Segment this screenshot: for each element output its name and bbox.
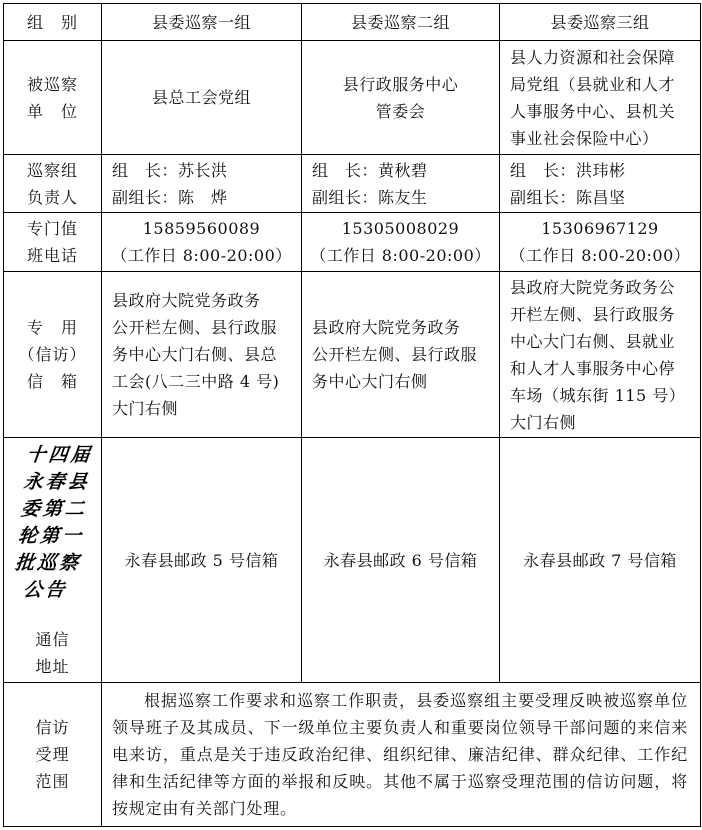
leader-line: 组 长：洪玮彬 [510, 160, 626, 180]
phone-group-1 [102, 213, 302, 272]
mailbox-line: 开栏左侧、县行政服务 [510, 304, 676, 324]
mailbox-label-line: （信访） [18, 345, 87, 364]
scope-label-line: 范围 [35, 772, 70, 791]
stamp-line: 十四届 [25, 444, 94, 466]
phone-row [4, 213, 701, 272]
unit-line: 县行政服务中心 [342, 74, 459, 94]
leaders-label-line: 负责人 [26, 187, 78, 207]
address-group-2: 永春县邮政 6 号信箱 [302, 438, 500, 683]
unit-group-1 [102, 41, 302, 155]
group-2-header: 县委巡察二组 [302, 4, 500, 41]
mailbox-line: 中心大门右侧、县就业 [510, 331, 676, 351]
mailbox-line: 大门右侧 [112, 399, 179, 418]
leader-line: 副组长：陈友生 [312, 187, 428, 207]
header-label: 组 别 [4, 4, 102, 41]
unit-line: 局党组（县就业和人才 [510, 74, 676, 94]
unit-label-line: 单 位 [26, 101, 78, 121]
mailbox-line: 县政府大院党务政务 [112, 291, 261, 310]
phone-hours: （工作日 8:00-20:00） [310, 246, 491, 265]
leaders-group-2 [302, 155, 500, 213]
mailbox-group-3 [500, 272, 701, 438]
unit-label [4, 41, 102, 155]
mailbox-line: 县政府大院党务政务公 [510, 277, 676, 297]
leaders-group-3 [500, 155, 701, 213]
leader-line: 副组长：陈昌坚 [510, 187, 626, 207]
unit-group-3 [500, 41, 701, 155]
address-group-3: 永春县邮政 7 号信箱 [500, 438, 701, 683]
phone-group-2 [302, 213, 500, 272]
scope-row [4, 683, 701, 827]
phone-hours: （工作日 8:00-20:00） [111, 246, 292, 265]
mailbox-line: 县政府大院党务政务 [312, 318, 461, 337]
mailbox-line: 公开栏左侧、县行政服 [112, 318, 278, 337]
announcement-stamp [0, 442, 110, 604]
mailbox-label [4, 272, 102, 438]
phone-number: 15859560089 [142, 219, 261, 238]
leader-line: 组 长：苏长洪 [112, 160, 228, 180]
leaders-label [4, 155, 102, 213]
scope-label-line: 受理 [35, 745, 70, 764]
unit-row [4, 41, 701, 155]
leaders-group-1 [102, 155, 302, 213]
address-row [4, 438, 701, 683]
mailbox-line: 大门右侧 [510, 412, 577, 432]
phone-number: 15305008029 [341, 219, 460, 238]
unit-line: 事业社会保险中心） [510, 128, 659, 148]
mailbox-label-line: 信 箱 [26, 372, 78, 391]
unit-group-2 [302, 41, 500, 155]
leaders-label-line: 巡察组 [26, 160, 78, 180]
leader-line: 副组长：陈 烨 [112, 187, 228, 207]
unit-label-line: 被巡察 [26, 74, 78, 94]
stamp-line: 批巡察 [14, 552, 83, 574]
header-row [4, 4, 701, 41]
unit-line: 管委会 [375, 101, 426, 121]
mailbox-line: 公开栏左侧、县行政服 [312, 345, 478, 364]
address-label-line: 通信 [35, 630, 70, 649]
group-3-header: 县委巡察三组 [500, 4, 701, 41]
phone-label [4, 213, 102, 272]
mailbox-row [4, 272, 701, 438]
mailbox-label-line: 专 用 [26, 318, 78, 337]
phone-hours: （工作日 8:00-20:00） [509, 246, 691, 265]
inspection-table [3, 3, 701, 827]
mailbox-line: 车场（城东街 115 号） [510, 385, 686, 405]
unit-line: 县总工会党组 [151, 88, 251, 107]
leaders-row [4, 155, 701, 213]
mailbox-line: 和人才人事服务中心停 [510, 358, 676, 378]
group-1-header: 县委巡察一组 [102, 4, 302, 41]
unit-line: 县人力资源和社会保障 [510, 47, 676, 67]
unit-line: 人事服务中心、县机关 [510, 101, 676, 121]
leader-line: 组 长：黄秋碧 [312, 160, 428, 180]
stamp-line: 轮第一 [16, 525, 86, 547]
mailbox-line: 工会(八二三中路 4 号) [112, 372, 280, 391]
mailbox-group-2 [302, 272, 500, 438]
phone-label-line: 专门值 [26, 219, 78, 238]
mailbox-group-1 [102, 272, 302, 438]
phone-number: 15306967129 [541, 219, 659, 238]
stamp-line: 委第二 [19, 498, 89, 520]
mailbox-line: 务中心大门右侧 [312, 372, 428, 391]
scope-label-line: 信访 [35, 718, 70, 737]
scope-text: 根据巡察工作要求和巡察工作职责，县委巡察组主要受理反映被巡察单位领导班子及其成员、下一级单位主要负责人和重要岗位领导干部问题的来信来电来访，重点是关于违反政治纪律、组织纪律、廉洁纪律、群众纪律、工作纪律和生活纪律等方面的举报和反映。其他不属于巡察受理范围的信访问题，将按规定由有关部门处理。 [102, 683, 701, 827]
scope-label [4, 683, 102, 827]
stamp-line: 永春县 [22, 471, 91, 493]
address-label [4, 438, 102, 683]
mailbox-line: 务中心大门右侧、县总 [112, 345, 278, 364]
phone-group-3 [500, 213, 701, 272]
stamp-line: 公告 [22, 579, 69, 601]
phone-label-line: 班电话 [26, 246, 78, 265]
address-label-line: 地址 [35, 657, 70, 676]
address-group-1: 永春县邮政 5 号信箱 [102, 438, 302, 683]
